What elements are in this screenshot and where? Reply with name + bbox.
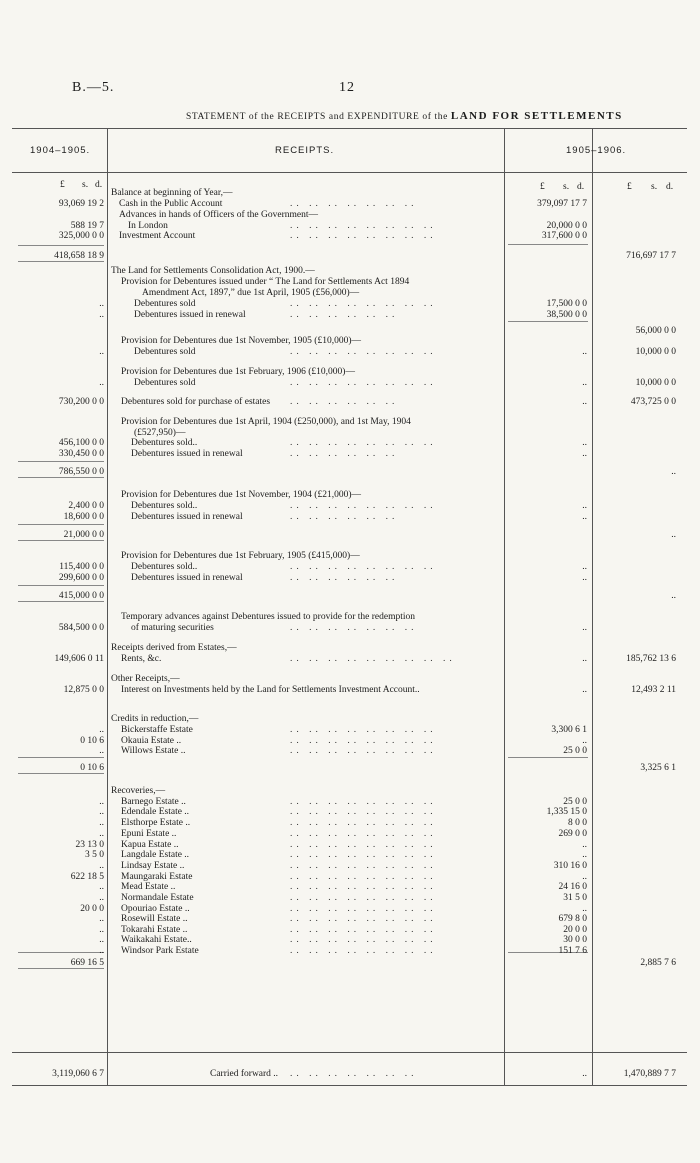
statement-row	[0, 310, 700, 321]
amount-c1: 669 16 5	[70, 958, 104, 968]
row-label: Amendment Act, 1897,” due 1st April, 1905 (£56,000)—	[142, 288, 360, 298]
subtotal-rule	[508, 244, 588, 245]
amount-c1: 584,500 0 0	[58, 623, 104, 633]
amount-c1: 18,600 0 0	[63, 512, 104, 522]
amount-c1: 23 13 0	[75, 840, 104, 850]
amount-c2: ..	[582, 850, 587, 860]
statement-row	[0, 612, 700, 623]
row-label: (£527,950)—	[134, 428, 186, 438]
amount-c1: 93,069 19 2	[58, 199, 104, 209]
amount-c2: ..	[582, 654, 587, 664]
row-label: Debentures issued in renewal	[131, 573, 243, 583]
amount-c1: 588 19 7	[70, 221, 104, 231]
statement-row	[0, 946, 700, 957]
amount-c1: 3 5 0	[85, 850, 104, 860]
statement-row	[0, 674, 700, 685]
row-label: The Land for Settlements Consolidation Act, 1900.—	[111, 266, 315, 276]
amount-c2: 38,500 0 0	[546, 310, 587, 320]
amount-c2: 379,097 17 7	[537, 199, 587, 209]
amount-c2: ..	[582, 685, 587, 695]
row-label: Debentures issued in renewal	[131, 512, 243, 522]
row-label: Willows Estate ..	[121, 746, 186, 756]
amount-c1: 12,875 0 0	[63, 685, 104, 695]
leader-dots: .. .. .. .. .. ..	[290, 310, 399, 320]
amount-c1: ..	[99, 861, 104, 871]
leader-dots: .. .. .. .. .. .. .. ..	[290, 904, 437, 914]
subtotal-rule	[508, 757, 588, 758]
row-label: Okauia Estate ..	[121, 736, 182, 746]
row-label: Cash in the Public Account	[119, 199, 223, 209]
leader-dots: .. .. .. .. .. .. .. ..	[290, 231, 437, 241]
statement-row	[0, 530, 700, 541]
row-label: In London	[128, 221, 168, 231]
amount-c1: 149,606 0 11	[54, 654, 104, 664]
leader-dots: .. .. .. .. .. .. .. ..	[290, 925, 437, 935]
amount-c1: 2,400 0 0	[68, 501, 104, 511]
subtotal-rule	[18, 757, 104, 758]
row-label: Barnego Estate ..	[121, 797, 186, 807]
leader-dots: .. .. .. .. .. .. ..	[290, 623, 418, 633]
amount-c1: ..	[99, 299, 104, 309]
amount-c1: ..	[99, 882, 104, 892]
subtotal-rule	[18, 524, 104, 525]
statement-row	[0, 210, 700, 221]
row-label: Debentures sold	[134, 347, 196, 357]
row-label: Debentures sold..	[131, 562, 198, 572]
subtotal-rule	[508, 321, 588, 322]
amount-c1: ..	[99, 818, 104, 828]
amount-c1: ..	[99, 925, 104, 935]
subtotal-rule	[18, 585, 104, 586]
row-label: Tokarahi Estate ..	[121, 925, 188, 935]
amount-c2: 310 16 0	[553, 861, 587, 871]
statement-row	[0, 251, 700, 262]
amount-c3: 2,885 7 6	[640, 958, 676, 968]
statement-row	[0, 299, 700, 310]
amount-c2: 31 5 0	[563, 893, 587, 903]
amount-c1: ..	[99, 914, 104, 924]
amount-c2: ..	[582, 562, 587, 572]
row-label: Credits in reduction,—	[111, 714, 199, 724]
amount-c2: ..	[582, 872, 587, 882]
row-label: Interest on Investments held by the Land for Settlements Investment Account..	[121, 685, 420, 695]
amount-c1: ..	[99, 746, 104, 756]
statement-row	[0, 818, 700, 829]
table-bottom-rule	[12, 1085, 687, 1086]
amount-c1: 0 10 6	[80, 736, 104, 746]
amount-c3: 56,000 0 0	[635, 326, 676, 336]
amount-c1: ..	[99, 893, 104, 903]
row-label: Provision for Debentures due 1st November, 1904 (£21,000)—	[121, 490, 361, 500]
statement-row	[0, 397, 700, 408]
col-head-receipts: RECEIPTS.	[275, 145, 335, 156]
leader-dots: .. .. .. .. .. .. .. ..	[290, 850, 437, 860]
row-label: Balance at beginning of Year,—	[111, 188, 233, 198]
row-label: Debentures issued in renewal	[134, 310, 246, 320]
statement-row	[0, 654, 700, 665]
amount-c3: 10,000 0 0	[635, 347, 676, 357]
statement-row	[0, 914, 700, 925]
leader-dots: .. .. .. .. .. .. .. ..	[290, 946, 437, 956]
statement-row	[0, 850, 700, 861]
row-label: Windsor Park Estate	[121, 946, 199, 956]
col-head-1904: 1904–1905.	[30, 145, 91, 156]
amount-c2: ..	[582, 449, 587, 459]
footer-top-rule	[12, 1052, 687, 1053]
row-label: of maturing securities	[131, 623, 214, 633]
amount-c2: 30 0 0	[563, 935, 587, 945]
leader-dots: .. .. .. .. .. .. .. ..	[290, 221, 437, 231]
row-label: Debentures sold	[134, 299, 196, 309]
row-label: Maungaraki Estate	[121, 872, 193, 882]
statement-row	[0, 861, 700, 872]
statement-row	[0, 562, 700, 573]
leader-dots: .. .. .. .. .. .. .. ..	[290, 882, 437, 892]
statement-row	[0, 573, 700, 584]
row-label: Provision for Debentures issued under “ The Land for Settlements Act 1894	[121, 277, 410, 287]
amount-c3: 185,762 13 6	[626, 654, 676, 664]
statement-row	[0, 807, 700, 818]
amount-c1: 325,000 0 0	[58, 231, 104, 241]
amount-c2: ..	[582, 438, 587, 448]
amount-c1: 330,450 0 0	[58, 449, 104, 459]
leader-dots: .. .. .. .. .. .. .. ..	[290, 872, 437, 882]
row-label: Other Receipts,—	[111, 674, 180, 684]
amount-c2: ..	[582, 736, 587, 746]
leader-dots: .. .. .. .. .. .. .. .. ..	[290, 654, 456, 664]
leader-dots: .. .. .. .. .. .. .. ..	[290, 746, 437, 756]
amount-c1: 415,000 0 0	[58, 591, 104, 601]
row-label: Mead Estate ..	[121, 882, 176, 892]
amount-c3: ..	[671, 530, 676, 540]
statement-row	[0, 512, 700, 523]
amount-c2: 20,000 0 0	[546, 221, 587, 231]
statement-title-prefix: STATEMENT of the RECEIPTS and EXPENDITURE of the	[186, 112, 448, 122]
leader-dots: .. .. .. .. .. ..	[290, 573, 399, 583]
leader-dots: .. .. .. .. .. .. .. ..	[290, 797, 437, 807]
row-label: Provision for Debentures due 1st February, 1906 (£10,000)—	[121, 367, 355, 377]
amount-c1: 418,658 18 9	[54, 251, 104, 261]
leader-dots: .. .. .. .. .. .. .. ..	[290, 818, 437, 828]
amount-c2: 25 0 0	[563, 797, 587, 807]
amount-c3: ..	[671, 591, 676, 601]
amount-c2: 17,500 0 0	[546, 299, 587, 309]
amount-c1: 299,600 0 0	[58, 573, 104, 583]
leader-dots: .. .. .. .. .. .. ..	[290, 199, 418, 209]
amount-c3: 10,000 0 0	[635, 378, 676, 388]
statement-row	[0, 958, 700, 969]
amount-c1: 786,550 0 0	[58, 467, 104, 477]
leader-dots: .. .. .. .. .. .. .. ..	[290, 725, 437, 735]
row-label: Carried forward ..	[210, 1069, 279, 1079]
amount-c1: ..	[99, 946, 104, 956]
statement-row	[0, 763, 700, 774]
statement-title	[186, 110, 623, 122]
row-label: Debentures sold..	[131, 438, 198, 448]
subtotal-rule	[18, 245, 104, 246]
leader-dots: .. .. .. .. .. .. .. ..	[290, 914, 437, 924]
row-label: Elsthorpe Estate ..	[121, 818, 191, 828]
amount-c3: ..	[671, 467, 676, 477]
statement-row	[0, 882, 700, 893]
statement-row	[0, 347, 700, 358]
leader-dots: .. .. .. .. .. .. ..	[290, 1069, 418, 1079]
statement-row	[0, 1069, 700, 1080]
statement-row	[0, 935, 700, 946]
row-label: Receipts derived from Estates,—	[111, 643, 237, 653]
amount-c3: 716,697 17 7	[626, 251, 676, 261]
leader-dots: .. .. .. .. .. ..	[290, 397, 399, 407]
row-label: Debentures sold..	[131, 501, 198, 511]
statement-row	[0, 288, 700, 299]
statement-row	[0, 188, 700, 199]
row-label: Kapua Estate ..	[121, 840, 179, 850]
amount-c1: ..	[99, 725, 104, 735]
leader-dots: .. .. .. .. .. ..	[290, 449, 399, 459]
leader-dots: .. .. .. .. .. .. .. ..	[290, 378, 437, 388]
statement-row	[0, 266, 700, 277]
amount-c1: 115,400 0 0	[59, 562, 104, 572]
amount-c2: ..	[582, 501, 587, 511]
statement-row	[0, 623, 700, 634]
statement-row	[0, 746, 700, 757]
statement-row	[0, 501, 700, 512]
amount-c2: ..	[582, 512, 587, 522]
amount-c1: 0 10 6	[80, 763, 104, 773]
statement-row	[0, 199, 700, 210]
table-top-rule	[12, 128, 687, 129]
statement-row	[0, 725, 700, 736]
amount-c1: ..	[99, 797, 104, 807]
row-label: Advances in hands of Officers of the Government—	[119, 210, 319, 220]
statement-row	[0, 417, 700, 428]
row-label: Recoveries,—	[111, 786, 166, 796]
row-label: Provision for Debentures due 1st November, 1905 (£10,000)—	[121, 336, 361, 346]
amount-c2: 151 7 6	[558, 946, 587, 956]
statement-row	[0, 367, 700, 378]
statement-row	[0, 467, 700, 478]
row-label: Provision for Debentures due 1st February, 1905 (£415,000)—	[121, 551, 360, 561]
statement-row	[0, 231, 700, 242]
row-label: Epuni Estate ..	[121, 829, 177, 839]
row-label: Waikakahi Estate..	[121, 935, 192, 945]
amount-c1: ..	[99, 935, 104, 945]
row-label: Investment Account	[119, 231, 196, 241]
leader-dots: .. .. .. .. .. .. .. ..	[290, 562, 437, 572]
leader-dots: .. .. .. .. .. .. .. ..	[290, 807, 437, 817]
row-label: Edendale Estate ..	[121, 807, 190, 817]
statement-row	[0, 336, 700, 347]
statement-row	[0, 893, 700, 904]
leader-dots: .. .. .. .. .. .. .. ..	[290, 736, 437, 746]
subtotal-rule	[18, 461, 104, 462]
amount-c2: ..	[582, 840, 587, 850]
row-label: Temporary advances against Debentures issued to provide for the redemption	[121, 612, 416, 622]
amount-c2: 679 8 0	[558, 914, 587, 924]
header-bottom-rule	[12, 172, 687, 173]
amount-c2: ..	[582, 1069, 587, 1079]
amount-c1: 20 0 0	[80, 904, 104, 914]
statement-row	[0, 438, 700, 449]
amount-c2: ..	[582, 397, 587, 407]
row-label: Langdale Estate ..	[121, 850, 190, 860]
amount-c2: 20 0 0	[563, 925, 587, 935]
row-label: Provision for Debentures due 1st April, 1904 (£250,000), and 1st May, 1904	[121, 417, 411, 427]
statement-row	[0, 714, 700, 725]
leader-dots: .. .. .. .. .. .. .. ..	[290, 347, 437, 357]
leader-dots: .. .. .. .. .. .. .. ..	[290, 829, 437, 839]
amount-c1: ..	[99, 807, 104, 817]
amount-c2: 3,300 6 1	[551, 725, 587, 735]
amount-c1: 3,119,060 6 7	[52, 1069, 104, 1079]
row-label: Normandale Estate	[121, 893, 194, 903]
amount-c1: 456,100 0 0	[58, 438, 104, 448]
amount-c2: ..	[582, 623, 587, 633]
amount-c1: 622 18 5	[70, 872, 104, 882]
amount-c2: 24 16 0	[558, 882, 587, 892]
amount-c2: ..	[582, 573, 587, 583]
leader-dots: .. .. .. .. .. .. .. ..	[290, 935, 437, 945]
leader-dots: .. .. .. .. .. .. .. ..	[290, 840, 437, 850]
amount-c3: 1,470,889 7 7	[623, 1069, 676, 1079]
amount-c2: 269 0 0	[558, 829, 587, 839]
leader-dots: .. .. .. .. .. .. .. ..	[290, 893, 437, 903]
leader-dots: .. .. .. .. .. .. .. ..	[290, 861, 437, 871]
statement-row	[0, 490, 700, 501]
row-label: Bickerstaffe Estate	[121, 725, 193, 735]
amount-c2: 25 0 0	[563, 746, 587, 756]
statement-row	[0, 378, 700, 389]
amount-c1: ..	[99, 310, 104, 320]
statement-row	[0, 449, 700, 460]
amount-c3: 473,725 0 0	[630, 397, 676, 407]
col-head-1905: 1905–1906.	[566, 145, 627, 156]
amount-c3: 3,325 6 1	[640, 763, 676, 773]
row-label: Debentures sold	[134, 378, 196, 388]
amount-c2: ..	[582, 347, 587, 357]
amount-c1: ..	[99, 829, 104, 839]
statement-row	[0, 277, 700, 288]
page-label: B.—5.	[72, 80, 115, 95]
statement-row	[0, 551, 700, 562]
statement-row	[0, 591, 700, 602]
row-label: Debentures issued in renewal	[131, 449, 243, 459]
statement-row	[0, 829, 700, 840]
amount-c1: 21,000 0 0	[63, 530, 104, 540]
amount-c2: 317,600 0 0	[541, 231, 587, 241]
amount-c2: 8 0 0	[568, 818, 587, 828]
leader-dots: .. .. .. .. .. .. .. ..	[290, 438, 437, 448]
row-label: Rents, &c.	[121, 654, 162, 664]
amount-c1: ..	[99, 378, 104, 388]
leader-dots: .. .. .. .. .. ..	[290, 512, 399, 522]
amount-c1: 730,200 0 0	[58, 397, 104, 407]
row-label: Rosewill Estate ..	[121, 914, 188, 924]
amount-c2: 1,335 15 0	[546, 807, 587, 817]
leader-dots: .. .. .. .. .. .. .. ..	[290, 299, 437, 309]
statement-row	[0, 643, 700, 654]
statement-title-strong: LAND FOR SETTLEMENTS	[450, 110, 623, 122]
row-label: Debentures sold for purchase of estates	[121, 397, 271, 407]
amount-c1: ..	[99, 347, 104, 357]
amount-c2: ..	[582, 904, 587, 914]
amount-c2: ..	[582, 378, 587, 388]
row-label: Opouriao Estate ..	[121, 904, 190, 914]
row-label: Lindsay Estate ..	[121, 861, 185, 871]
leader-dots: .. .. .. .. .. .. .. ..	[290, 501, 437, 511]
statement-row	[0, 685, 700, 696]
statement-row	[0, 786, 700, 797]
amount-c3: 12,493 2 11	[631, 685, 676, 695]
page-number: 12	[339, 80, 355, 95]
